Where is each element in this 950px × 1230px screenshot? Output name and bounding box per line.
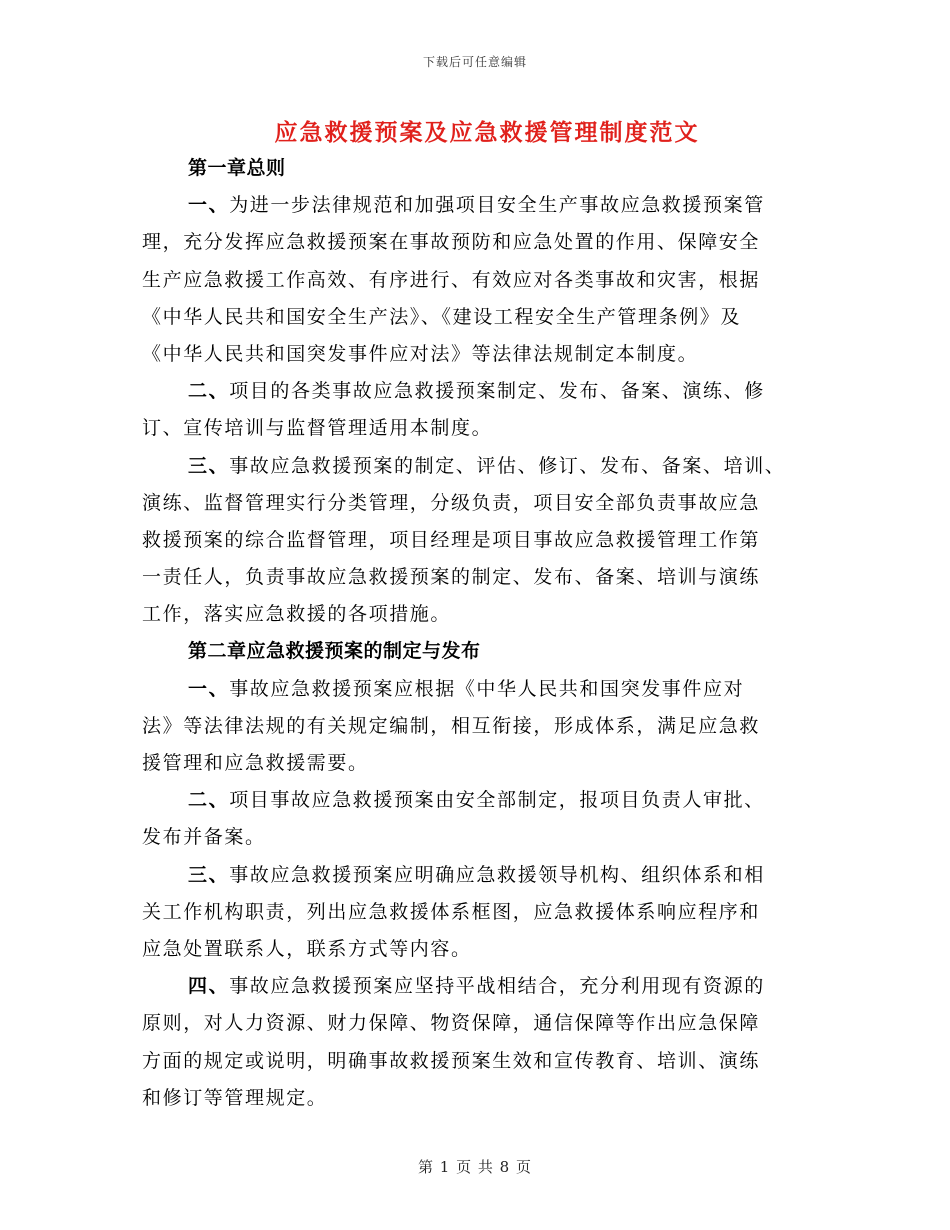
chapter-heading: 第一章总则 [188, 157, 286, 179]
line-text: 事故应急救援预案应坚持平战相结合，充分利用现有资源的 [229, 975, 765, 998]
paragraph-line [142, 187, 802, 224]
paragraph-line: 订、宣传培训与监督管理适用本制度。 [142, 417, 493, 440]
paragraph-line: 演练、监督管理实行分类管理，分级负责，项目安全部负责事故应急 [142, 491, 761, 514]
document-body [142, 150, 802, 1117]
paragraph-number: 三、 [188, 863, 230, 886]
paragraph-line: 《中华人民共和国安全生产法》、《建设工程安全生产管理条例》及 [142, 305, 742, 328]
paragraph-line: 一责任人，负责事故应急救援预案的制定、发布、备案、培训与演练 [142, 566, 761, 589]
paragraph-number: 四、 [188, 975, 230, 998]
chapter-heading: 第二章应急救援预案的制定与发布 [188, 640, 481, 663]
paragraph-line [142, 448, 802, 485]
paragraph-line [142, 782, 802, 819]
paragraph-line: 理，充分发挥应急救援预案在事故预防和应急处置的作用、保障安全 [142, 231, 761, 254]
paragraph-number: 二、 [188, 789, 230, 812]
paragraph-line [142, 373, 802, 410]
paragraph-line [142, 968, 802, 1005]
page-number-footer: 第 1 页 共 8 页 [418, 1158, 532, 1176]
paragraph-line: 《中华人民共和国突发事件应对法》等法律法规制定本制度。 [142, 342, 699, 365]
paragraph-line: 原则，对人力资源、财力保障、物资保障，通信保障等作出应急保障 [142, 1012, 761, 1035]
paragraph-c1-2 [142, 373, 802, 447]
paragraph-line: 关工作机构职责，列出应急救援体系框图，应急救援体系响应程序和 [142, 900, 761, 923]
paragraph-number: 二、 [188, 380, 230, 403]
line-text: 事故应急救援预案应根据《中华人民共和国突发事件应对 [229, 677, 745, 700]
paragraph-line [142, 671, 802, 708]
paragraph-line: 方面的规定或说明，明确事故救援预案生效和宣传教育、培训、演练 [142, 1049, 761, 1072]
header-note: 下载后可任意编辑 [422, 55, 527, 69]
paragraph-line: 发布并备案。 [142, 826, 266, 849]
paragraph-c2-3 [142, 857, 802, 969]
paragraph-c2-2 [142, 782, 802, 856]
paragraph-line: 工作，落实应急救援的各项措施。 [142, 603, 452, 626]
paragraph-number: 三、 [188, 454, 230, 477]
paragraph-number: 一、 [188, 677, 230, 700]
line-text: 事故应急救援预案应明确应急救援领导机构、组织体系和相 [229, 863, 765, 886]
paragraph-c2-4 [142, 968, 802, 1117]
paragraph-line: 应急处置联系人，联系方式等内容。 [142, 937, 472, 960]
line-text: 项目事故应急救援预案由安全部制定，报项目负责人审批、 [229, 789, 765, 812]
line-text: 事故应急救援预案的制定、评估、修订、发布、备案、培训、 [229, 454, 786, 477]
line-text: 项目的各类事故应急救援预案制定、发布、备案、演练、修 [229, 380, 765, 403]
paragraph-line: 援管理和应急救援需要。 [142, 752, 369, 774]
line-text: 为进一步法律规范和加强项目安全生产事故应急救援预案管 [229, 194, 765, 217]
paragraph-line: 生产应急救援工作高效、有序进行、有效应对各类事故和灾害，根据 [142, 268, 761, 291]
paragraph-c1-3 [142, 448, 802, 634]
paragraph-line: 法》等法律法规的有关规定编制，相互衔接，形成体系，满足应急救 [142, 714, 761, 737]
document-title: 应急救援预案及应急救援管理制度范文 [274, 119, 700, 146]
paragraph-line [142, 857, 802, 894]
paragraph-c2-1 [142, 671, 802, 783]
paragraph-line: 和修订等管理规定。 [142, 1086, 328, 1109]
paragraph-line: 救援预案的综合监督管理，项目经理是项目事故应急救援管理工作第 [142, 528, 761, 551]
paragraph-c1-1 [142, 187, 802, 373]
paragraph-number: 一、 [188, 194, 230, 217]
